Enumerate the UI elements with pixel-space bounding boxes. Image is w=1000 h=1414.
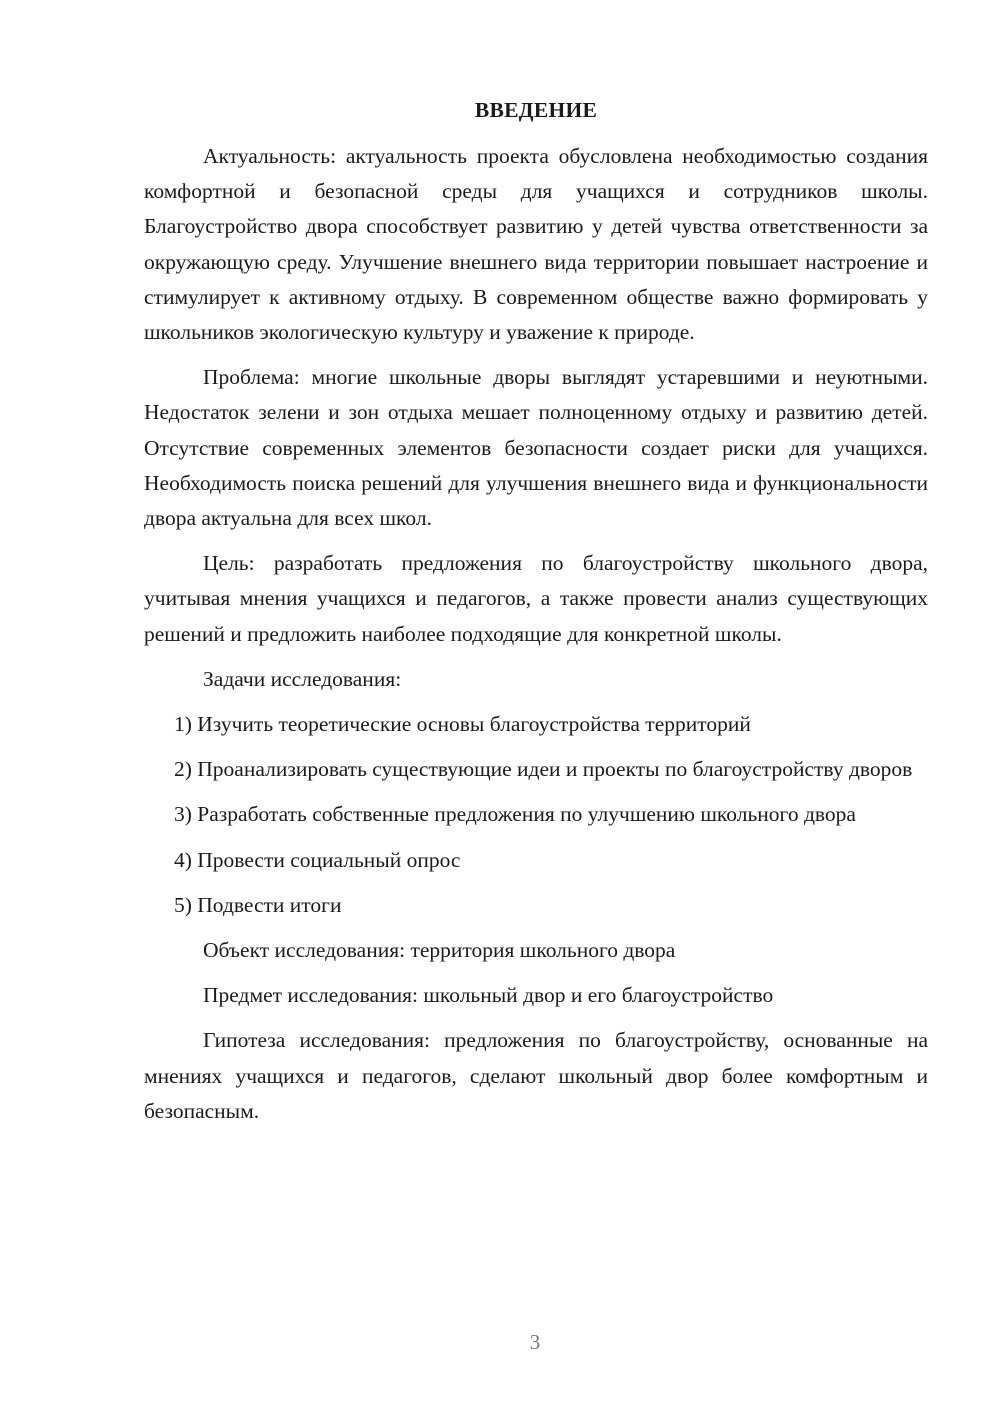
task-item-3: 3) Разработать собственные предложения по улучшению школьного двора [174,802,856,827]
relevance-paragraph: Актуальность: актуальность проекта обусловлена необходимостью создания комфортной и безопасной среды для учащихся и сотрудников школы. Благоустройство двора способствует развитию у детей чувства ответственности за окружающую среду. Улучшение внешнего вида территории повышает настроение и стимулирует к активному отдыху. В современном обществе важно формировать у школьников экологическую культуру и уважение к природе. [144,144,928,345]
document-page [144,96,928,1139]
research-object: Объект исследования: территория школьного двора [203,938,676,963]
task-item-5: 5) Подвести итоги [174,892,342,917]
tasks-heading: Задачи исследования: [203,666,402,691]
problem-paragraph: Проблема: многие школьные дворы выглядят устаревшими и неуютными. Недостаток зелени и зон отдыха мешает полноценному отдыху и развитию детей. Отсутствие современных элементов безопасности создает риски для учащихся. Необходимость поиска решений для улучшения внешнего вида и функциональности двора актуальна для всех школ. [144,365,928,531]
task-item-1: 1) Изучить теоретические основы благоустройства территорий [174,712,751,737]
research-subject: Предмет исследования: школьный двор и его благоустройство [203,983,774,1008]
document-title: ВВЕДЕНИЕ [474,98,598,122]
research-hypothesis: Гипотеза исследования: предложения по благоустройству, основанные на мнениях учащихся и педагогов, сделают школьный двор более комфортным и безопасным. [144,1028,928,1123]
goal-paragraph: Цель: разработать предложения по благоустройству школьного двора, учитывая мнения учащихся и педагогов, а также провести анализ существующих решений и предложить наиболее подходящие для конкретной школы. [144,551,928,646]
page-number: 3 [529,1330,541,1354]
task-item-2: 2) Проанализировать существующие идеи и проекты по благоустройству дворов [174,757,913,782]
task-item-4: 4) Провести социальный опрос [174,847,461,872]
